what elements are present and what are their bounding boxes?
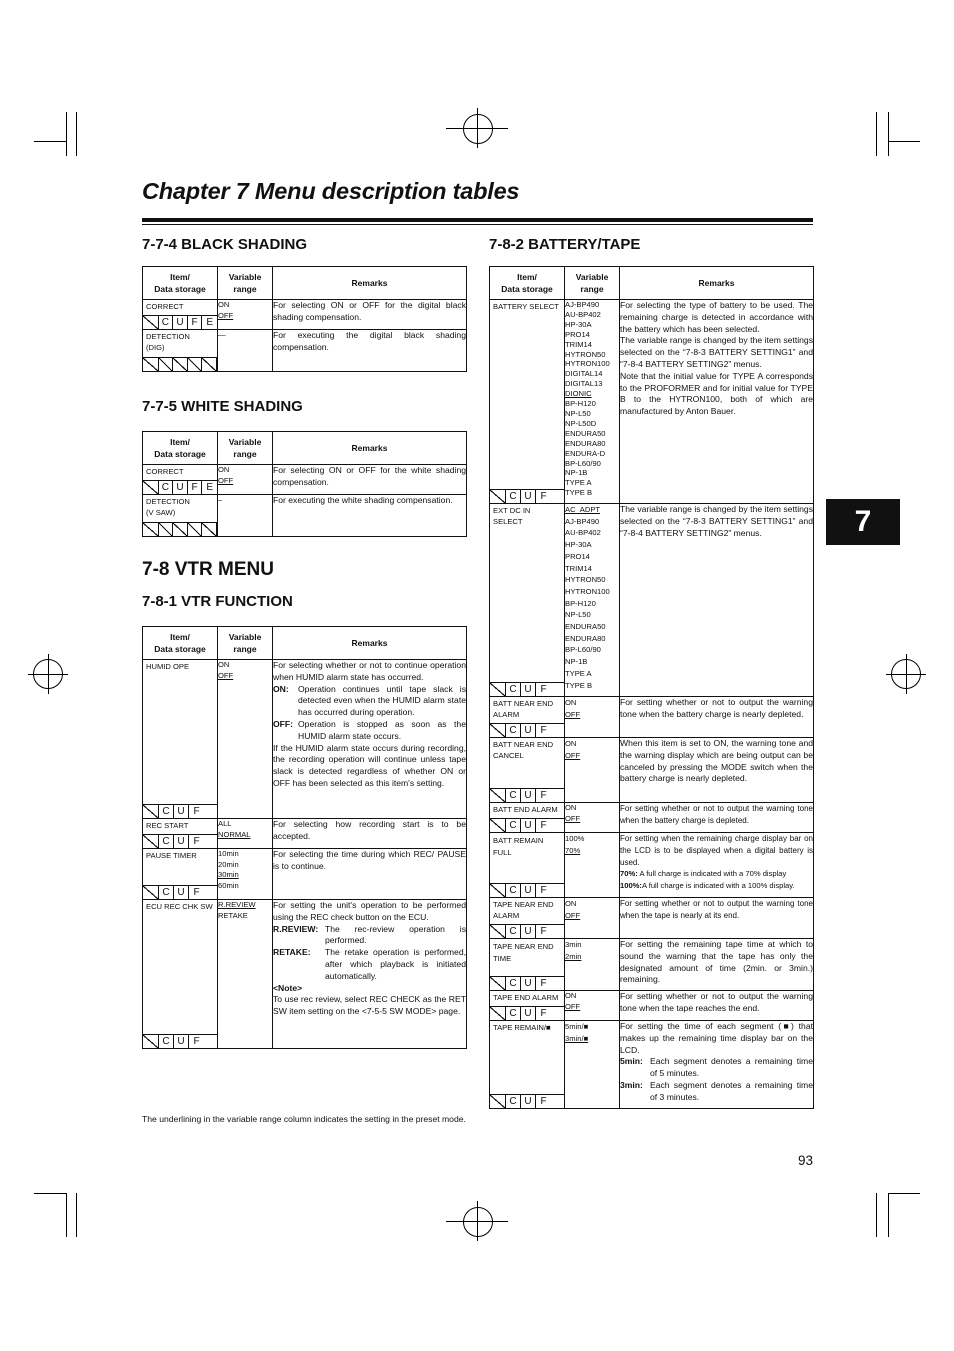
remark: For setting the remaining tape time at which to sound the warning that the tape has only the designated amount of time (2min. or 3min.) remaining. xyxy=(620,939,814,991)
section-heading: 7-7-5 WHITE SHADING xyxy=(142,398,303,415)
remark: For selecting how recording start is to be accepted. xyxy=(273,819,467,849)
white-shading-table xyxy=(142,431,467,537)
variable-range: ON OFF xyxy=(565,898,620,939)
variable-range: ON OFF xyxy=(565,803,620,833)
column-header-item: Item/ Data storage xyxy=(143,627,218,660)
table-row xyxy=(490,803,814,833)
variable-range: 5min/■ 3min/■ xyxy=(565,1021,620,1109)
registration-line xyxy=(906,654,907,694)
item-name: BATT NEAR END CANCEL xyxy=(493,740,554,760)
item-name: HUMID OPE xyxy=(146,662,190,671)
storage-indicator: C U F xyxy=(490,924,564,938)
column-header-item: Item/ Data storage xyxy=(143,432,218,465)
variable-range: 100% 70% xyxy=(565,833,620,898)
table-row xyxy=(490,939,814,991)
storage-indicator xyxy=(143,357,217,371)
variable-range: 3min 2min xyxy=(565,939,620,991)
storage-indicator: C U F xyxy=(143,834,217,848)
remark: For setting the unit's operation to be performed using the REC check button on the ECU. R.REVIEW: The rec-review operation is performed. RETAKE: The retake operation is performed, after which playback is initiated automatically. <Note> To use rec review, select REC CHECK as the RET SW item setting on the <7-5-5 SW MODE> page. xyxy=(273,900,467,1049)
chapter-tab: 7 xyxy=(826,499,900,545)
remark: For selecting whether or not to continue operation when HUMID alarm state has occurred. ON: Operation continues until tape slack is detected even when the HUMID alarm state has occurred during operation. OFF: Operation is stopped as soon as the HUMID alarm state occurs. If the HUMID alarm state occurs during recording, the recording operation will continue unless tape slack is detected regardless of whether ON or OFF has been selected as this item's setting. xyxy=(273,660,467,819)
variable-range: ON OFF xyxy=(565,738,620,803)
registration-line xyxy=(477,1201,478,1241)
column-header-range: Variable range xyxy=(218,267,273,300)
remark: For setting the time of each segment (■) that makes up the remaining time display bar on the LCD. 5min: Each segment denotes a remaining time of 5 minutes. 3min: Each segment denotes a remaining time of 3 minutes. xyxy=(620,1021,814,1109)
variable-range: ON OFF xyxy=(218,465,273,495)
storage-indicator: C U F xyxy=(490,883,564,897)
item-name: BATT NEAR END ALARM xyxy=(493,699,554,719)
item-name: BATT REMAIN FULL xyxy=(493,836,544,857)
storage-indicator: C U F xyxy=(143,885,217,899)
variable-range: – xyxy=(218,495,273,537)
item-name: PAUSE TIMER xyxy=(146,851,197,860)
remark: For setting when the remaining charge display bar on the LCD is to be displayed when a digital battery is used. 70%: A full charge is indicated with a 70% display 100%:A full charge is indicated with a 100% display. xyxy=(620,833,814,898)
registration-line xyxy=(48,654,49,694)
storage-indicator: C U F xyxy=(490,1094,564,1108)
remark: For selecting the time during which REC/ PAUSE is to continue. xyxy=(273,849,467,900)
section-heading: 7-7-4 BLACK SHADING xyxy=(142,236,308,253)
remark: For selecting the type of battery to be used. The remaining charge is detected in accordance with the battery which has been selected. The variable range is changed by the item settings selected on the “7-8-3 BATTERY SETTING1” and “7-8-4 BATTERY SETTING2” menus. Note that the initial value for TYPE A corresponds to the PROFORMER and for initial value for TYPE B to the HYTRON100, both of which are manufactured by Anton Bauer. xyxy=(620,300,814,504)
registration-mark xyxy=(463,114,493,144)
remark: For setting whether or not to output the warning tone when the tape is nearly at its end. xyxy=(620,898,814,939)
crop-mark xyxy=(888,1193,889,1237)
variable-range: ON OFF xyxy=(218,300,273,330)
table-row xyxy=(490,991,814,1021)
item-name: REC START xyxy=(146,821,189,830)
battery-tape-table xyxy=(489,266,814,1109)
column-header-remarks: Remarks xyxy=(273,432,467,465)
crop-mark xyxy=(888,112,889,156)
item-name: BATT END ALARM xyxy=(493,805,558,814)
storage-indicator: C U F xyxy=(490,489,564,503)
section-heading: 7-8-1 VTR FUNCTION xyxy=(142,593,293,610)
variable-range: 10min 20min 30min 60min xyxy=(218,849,273,900)
variable-range: R.REVIEW RETAKE xyxy=(218,900,273,1049)
header-rule xyxy=(142,218,813,222)
table-row xyxy=(490,898,814,939)
variable-range: ALL NORMAL xyxy=(218,819,273,849)
table-row xyxy=(143,819,467,849)
item-name: TAPE NEAR END ALARM xyxy=(493,900,554,920)
item-name: BATTERY SELECT xyxy=(493,302,559,311)
column-header-item: Item/ Data storage xyxy=(143,267,218,300)
storage-indicator: C U F xyxy=(490,1006,564,1020)
column-header-range: Variable range xyxy=(218,432,273,465)
remark: For executing the white shading compensation. xyxy=(273,495,467,537)
column-header-range: Variable range xyxy=(218,627,273,660)
item-name: ECU REC CHK SW xyxy=(146,902,213,911)
column-header-remarks: Remarks xyxy=(273,627,467,660)
variable-range: AJ-BP490 AU-BP402 HP-30A PRO14 TRIM14 HYTRON50 HYTRON100 DIGITAL14 DIGITAL13 DIONIC BP-H120 NP-L50 NP-L50D ENDURA50 ENDURA80 ENDURA-D BP-L60/90 NP-1B TYPE A TYPE B xyxy=(565,300,620,504)
variable-range: ON OFF xyxy=(565,991,620,1021)
remark: For selecting ON or OFF for the white shading compensation. xyxy=(273,465,467,495)
crop-mark xyxy=(66,1193,67,1237)
table-row xyxy=(490,738,814,803)
table-row xyxy=(490,504,814,697)
black-shading-table xyxy=(142,266,467,372)
section-heading: 7-8-2 BATTERY/TAPE xyxy=(489,236,641,253)
crop-mark xyxy=(34,141,66,142)
storage-indicator: C U F xyxy=(143,1034,217,1048)
storage-indicator: C U F xyxy=(490,788,564,802)
table-row xyxy=(143,900,467,1049)
registration-line xyxy=(477,108,478,148)
storage-indicator: C U F xyxy=(490,682,564,696)
vtr-function-table xyxy=(142,626,467,1049)
page-number: 93 xyxy=(798,1153,814,1168)
crop-mark xyxy=(34,1193,66,1194)
table-row xyxy=(490,697,814,738)
table-row xyxy=(143,300,467,330)
variable-range: AC_ADPT AJ-BP490 AU-BP402 HP-30A PRO14 TRIM14 HYTRON50 HYTRON100 BP-H120 NP-L50 ENDURA50 ENDURA80 BP-L60/90 NP-1B TYPE A TYPE B xyxy=(565,504,620,697)
section-heading: 7-8 VTR MENU xyxy=(142,559,274,580)
item-name: TAPE REMAIN/■ xyxy=(493,1023,551,1032)
storage-indicator: C U F xyxy=(490,723,564,737)
table-row xyxy=(490,1021,814,1109)
chapter-title: Chapter 7 Menu description tables xyxy=(142,178,520,204)
crop-mark xyxy=(888,141,920,142)
storage-indicator: C U F xyxy=(490,818,564,832)
column-header-range: Variable range xyxy=(565,267,620,300)
registration-mark xyxy=(463,1207,493,1237)
remark: For setting whether or not to output the warning tone when the battery charge is depleted. xyxy=(620,803,814,833)
remark: For setting whether or not to output the warning tone when the battery charge is nearly depleted. xyxy=(620,697,814,738)
storage-indicator: C U F E xyxy=(143,315,217,329)
crop-mark xyxy=(876,112,877,156)
remark: For executing the digital black shading compensation. xyxy=(273,330,467,372)
crop-mark xyxy=(876,1193,877,1237)
column-header-item: Item/ Data storage xyxy=(490,267,565,300)
storage-indicator: C U F xyxy=(490,976,564,990)
column-header-remarks: Remarks xyxy=(273,267,467,300)
footnote: The underlining in the variable range column indicates the setting in the preset mode. xyxy=(142,1114,466,1124)
remark: The variable range is changed by the item settings selected on the “7-8-3 BATTERY SETTING1” and “7-8-4 BATTERY SETTING2” menus. xyxy=(620,504,814,697)
storage-indicator: C U F xyxy=(143,804,217,818)
variable-range: ON OFF xyxy=(565,697,620,738)
item-name: DETECTION (V SAW) xyxy=(146,497,190,517)
crop-mark xyxy=(76,112,77,156)
storage-indicator: C U F E xyxy=(143,480,217,494)
table-row xyxy=(490,300,814,504)
remark: For setting whether or not to output the warning tone when the tape reaches the end. xyxy=(620,991,814,1021)
item-name: EXT DC IN SELECT xyxy=(493,506,531,526)
item-name: TAPE NEAR END TIME xyxy=(493,942,554,963)
column-header-remarks: Remarks xyxy=(620,267,814,300)
remark: For selecting ON or OFF for the digital black shading compensation. xyxy=(273,300,467,330)
crop-mark xyxy=(888,1193,920,1194)
storage-indicator xyxy=(143,522,217,536)
crop-mark xyxy=(66,112,67,156)
item-name: DETECTION (DIG) xyxy=(146,332,190,352)
variable-range: — xyxy=(218,330,273,372)
item-name: TAPE END ALARM xyxy=(493,993,559,1002)
item-name: CORRECT xyxy=(146,467,184,476)
remark: When this item is set to ON, the warning tone and the warning display which are being output can be canceled by pressing the MODE switch when the battery charge is nearly depleted. xyxy=(620,738,814,803)
table-row xyxy=(143,330,467,372)
table-row xyxy=(143,495,467,537)
table-row xyxy=(143,660,467,819)
header-rule xyxy=(142,224,813,225)
table-row xyxy=(143,849,467,900)
table-row xyxy=(490,833,814,898)
item-name: CORRECT xyxy=(146,302,184,311)
table-row xyxy=(143,465,467,495)
crop-mark xyxy=(76,1193,77,1237)
variable-range: ON OFF xyxy=(218,660,273,819)
